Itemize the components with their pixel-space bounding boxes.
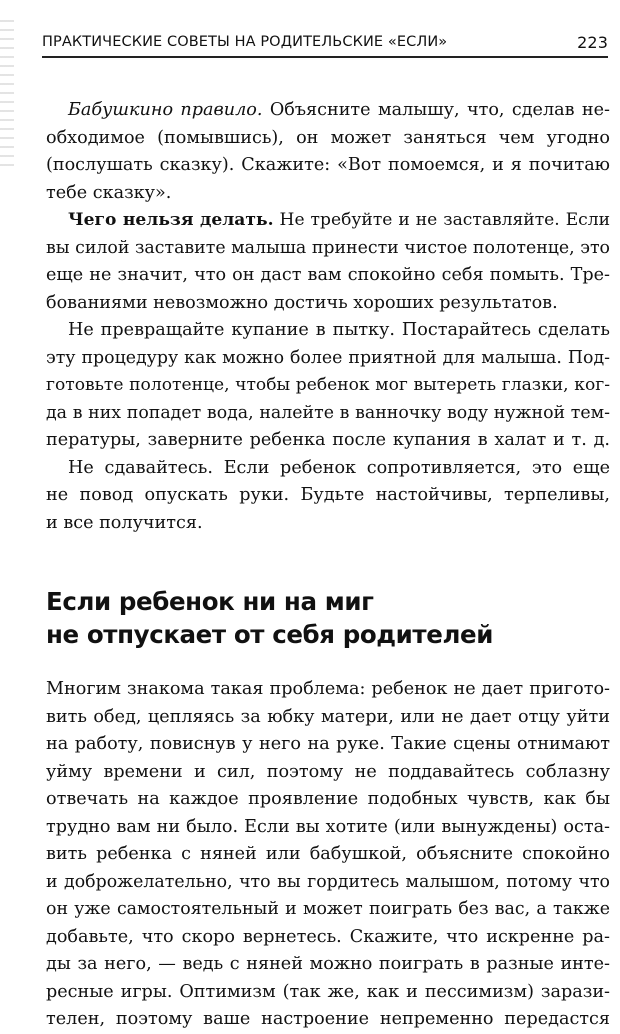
paragraph-line: Чего нельзя делать. Не требуйте и не заставляйте. Если bbox=[68, 210, 611, 230]
paragraph-line: он уже самостоятельный и может поиграть без вас, а также bbox=[46, 899, 610, 919]
running-header bbox=[42, 28, 608, 58]
paragraph-line: на работу, повиснув у него на руке. Такие сцены отнимают bbox=[46, 734, 610, 754]
running-title: ПРАКТИЧЕСКИЕ СОВЕТЫ НА РОДИТЕЛЬСКИЕ «ЕСЛИ» bbox=[42, 34, 448, 50]
paragraph-line: еще не значит, что он даст вам спокойно себя помыть. Тре- bbox=[46, 265, 610, 285]
section-heading bbox=[46, 585, 610, 651]
paragraph-line: тебе сказку». bbox=[46, 182, 172, 203]
paragraph-line: уйму времени и сил, поэтому не поддавайтесь соблазну bbox=[46, 761, 610, 782]
paragraph-line: добавьте, что скоро вернетесь. Скажите, что искренне ра- bbox=[46, 926, 610, 947]
scan-edge-artifact bbox=[0, 20, 14, 170]
paragraph-line: пературы, заверните ребенка после купания в халат и т. д. bbox=[46, 430, 610, 450]
warning-lead-bold: Чего нельзя делать. bbox=[68, 210, 274, 230]
paragraph-line: бованиями невозможно достичь хороших результатов. bbox=[46, 292, 558, 313]
paragraph-line: трудно вам ни было. Если вы хотите (или вынуждены) оста- bbox=[46, 816, 610, 837]
rule-lead-italic: Бабушкино правило. bbox=[68, 100, 263, 120]
paragraph-line: вить ребенка с няней или бабушкой, объясните спокойно bbox=[46, 844, 610, 864]
paragraph-line: не повод опускать руки. Будьте настойчивы, терпеливы, bbox=[46, 485, 610, 505]
paragraph-line: и все получится. bbox=[46, 512, 203, 533]
paragraph-line: Многим знакома такая проблема: ребенок не дает пригото- bbox=[46, 679, 610, 699]
paragraph-line: вить обед, цепляясь за юбку матери, или не дает отцу уйти bbox=[46, 706, 610, 727]
paragraph-line: телен, поэтому ваше настроение непременно передастся bbox=[46, 1009, 610, 1029]
paragraph-line: вы силой заставите малыша принести чистое полотенце, это bbox=[46, 237, 610, 258]
section-heading-line: Если ребенок ни на миг bbox=[46, 587, 374, 616]
paragraph-line: эту процедуру как можно более приятной для малыша. Под- bbox=[46, 347, 610, 368]
section-heading-line: не отпускает от себя родителей bbox=[46, 620, 493, 649]
page-number: 223 bbox=[577, 32, 608, 52]
paragraph-line: да в них попадет вода, налейте в ванночку воду нужной тем- bbox=[46, 402, 610, 423]
paragraph-line: и доброжелательно, что вы гордитесь малышом, потому что bbox=[46, 871, 610, 892]
paragraph-line: Не сдавайтесь. Если ребенок сопротивляется, это еще bbox=[68, 457, 610, 478]
paragraph-line: обходимое (помывшись), он может заняться чем угодно bbox=[46, 127, 610, 148]
paragraph-line: отвечать на каждое проявление подобных чувств, как бы bbox=[46, 789, 610, 809]
paragraph-line: готовьте полотенце, чтобы ребенок мог вытереть глазки, ког- bbox=[46, 375, 610, 395]
paragraph-line: (послушать сказку). Скажите: «Вот помоемся, и я почитаю bbox=[46, 155, 610, 175]
paragraph-line: Не превращайте купание в пытку. Постарайтесь сделать bbox=[68, 320, 610, 340]
paragraph-line: Бабушкино правило. Объясните малышу, что, сделав не- bbox=[68, 100, 610, 120]
text-block-bottom bbox=[46, 676, 610, 1034]
text-block-top bbox=[46, 97, 610, 537]
paragraph-line: ды за него, — ведь с няней можно поиграть в разные инте- bbox=[46, 954, 610, 974]
paragraph-line: ресные игры. Оптимизм (так же, как и пессимизм) зарази- bbox=[46, 981, 610, 1002]
